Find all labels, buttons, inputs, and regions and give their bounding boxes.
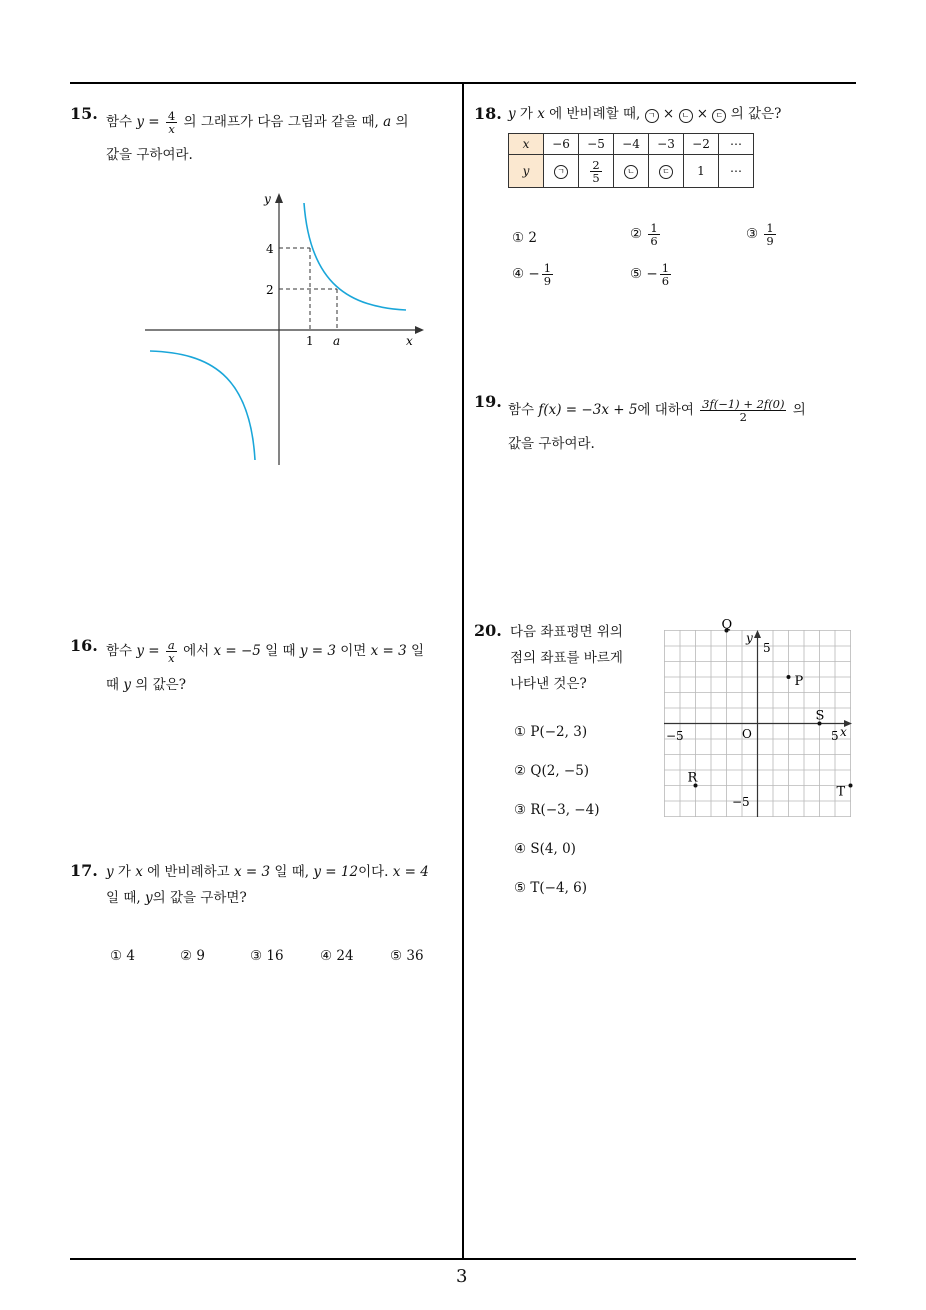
table-cell: ㄴ — [614, 155, 649, 188]
choice-2[interactable]: ② Q(2, −5) — [514, 763, 590, 779]
table-cell: −4 — [614, 134, 649, 155]
tick-y5: 5 — [763, 641, 771, 655]
tick-label-4: 4 — [266, 242, 274, 256]
hyperbola-graph — [140, 185, 430, 470]
x-axis-label: x — [406, 334, 413, 348]
table-cell: −6 — [544, 134, 579, 155]
point-label-p: P — [794, 674, 804, 689]
table-cell: ㄷ — [649, 155, 684, 188]
x-axis-label: x — [840, 725, 847, 739]
question-text-line1: 함수 f(x) = −3x + 5에 대하여 $\frac{3f(-1) + 2f(0)}{2}$ 의 — [508, 397, 806, 424]
table-cell: $\frac{2}{5}$ — [579, 155, 614, 188]
question-text-line2: 값을 구하여라. — [508, 436, 595, 452]
question-text-line2: 값을 구하여라. — [106, 147, 193, 163]
point-label-r: R — [687, 770, 698, 786]
table-cell: ⋯ — [719, 134, 754, 155]
question-text-line3: 나타낸 것은? — [510, 676, 587, 692]
table-cell: ⋯ — [719, 155, 754, 188]
y-axis-arrow — [275, 193, 283, 203]
question-number: 18. — [474, 104, 502, 123]
point-label-t: T — [836, 784, 846, 800]
question-text-line1: 함수 y = $\frac{4}{x}$ 의 그래프가 다음 그림과 같을 때, a 의 — [106, 109, 409, 136]
x-axis-arrow — [415, 326, 424, 334]
origin-label: O — [742, 727, 752, 741]
bottom-rule — [70, 1258, 856, 1260]
tick-label-1: 1 — [306, 334, 314, 348]
table-head-x: x — [509, 134, 544, 155]
tick-y-neg5: −5 — [732, 795, 750, 809]
point-label-q: Q — [721, 617, 733, 633]
choice-1[interactable]: ① 2 — [512, 230, 537, 246]
table-cell: 1 — [684, 155, 719, 188]
value-table — [508, 133, 754, 188]
choice-4[interactable]: ④ − $\frac{1}{9}$ — [512, 261, 552, 288]
table-head-y: y — [509, 155, 544, 188]
choice-2[interactable]: ② $\frac{1}{6}$ — [630, 221, 658, 248]
hyperbola-branch-q3 — [150, 351, 255, 460]
question-number: 15. — [70, 104, 98, 123]
tick-label-a: a — [333, 334, 341, 348]
point-t — [849, 784, 853, 788]
question-text-line1: 다음 좌표평면 위의 — [510, 624, 623, 640]
coordinate-grid — [664, 617, 852, 818]
choice-5[interactable]: ⑤ − $\frac{1}{6}$ — [630, 261, 670, 288]
table-cell: ㄱ — [544, 155, 579, 188]
question-number: 19. — [474, 392, 502, 411]
table-cell: −3 — [649, 134, 684, 155]
tick-x5: 5 — [831, 729, 839, 743]
table-cell: −5 — [579, 134, 614, 155]
choice-3[interactable]: ③ 16 — [250, 948, 284, 964]
table-row-y — [509, 155, 754, 188]
question-number: 16. — [70, 636, 98, 655]
tick-x-neg5: −5 — [666, 729, 684, 743]
table-row-x — [509, 134, 754, 155]
question-text-line2: 점의 좌표를 바르게 — [510, 650, 623, 666]
choice-4[interactable]: ④ 24 — [320, 948, 354, 964]
y-axis-arrow — [754, 630, 761, 638]
choice-2[interactable]: ② 9 — [180, 948, 205, 964]
choice-4[interactable]: ④ S(4, 0) — [514, 841, 576, 857]
choice-1[interactable]: ① 4 — [110, 948, 135, 964]
page-number: 3 — [456, 1266, 468, 1287]
choice-3[interactable]: ③ R(−3, −4) — [514, 802, 600, 818]
choice-5[interactable]: ⑤ 36 — [390, 948, 424, 964]
tick-label-2: 2 — [266, 283, 274, 297]
hyperbola-branch-q1 — [304, 203, 406, 310]
y-axis-label: y — [746, 631, 753, 645]
choice-5[interactable]: ⑤ T(−4, 6) — [514, 880, 588, 896]
question-number: 20. — [474, 621, 502, 640]
y-axis-label: y — [264, 192, 271, 206]
question-text-line2: 일 때, y의 값을 구하면? — [106, 890, 247, 906]
table-cell: −2 — [684, 134, 719, 155]
column-divider — [462, 82, 464, 1260]
question-text-line1: 함수 y = $\frac{a}{x}$ 에서 x = −5 일 때 y = 3 이면 x = 3 일 — [106, 638, 425, 665]
question-text-line1: y 가 x 에 반비례하고 x = 3 일 때, y = 12이다. x = 4 — [106, 864, 429, 880]
question-text-line2: 때 y 의 값은? — [106, 677, 186, 693]
question-number: 17. — [70, 861, 98, 880]
point-label-s: S — [815, 708, 825, 724]
point-p — [787, 675, 791, 679]
choice-3[interactable]: ③ $\frac{1}{9}$ — [746, 221, 774, 248]
choice-1[interactable]: ① P(−2, 3) — [514, 724, 588, 740]
question-text: y 가 x 에 반비례할 때, ㄱ × ㄴ × ㄷ 의 값은? — [508, 106, 782, 122]
